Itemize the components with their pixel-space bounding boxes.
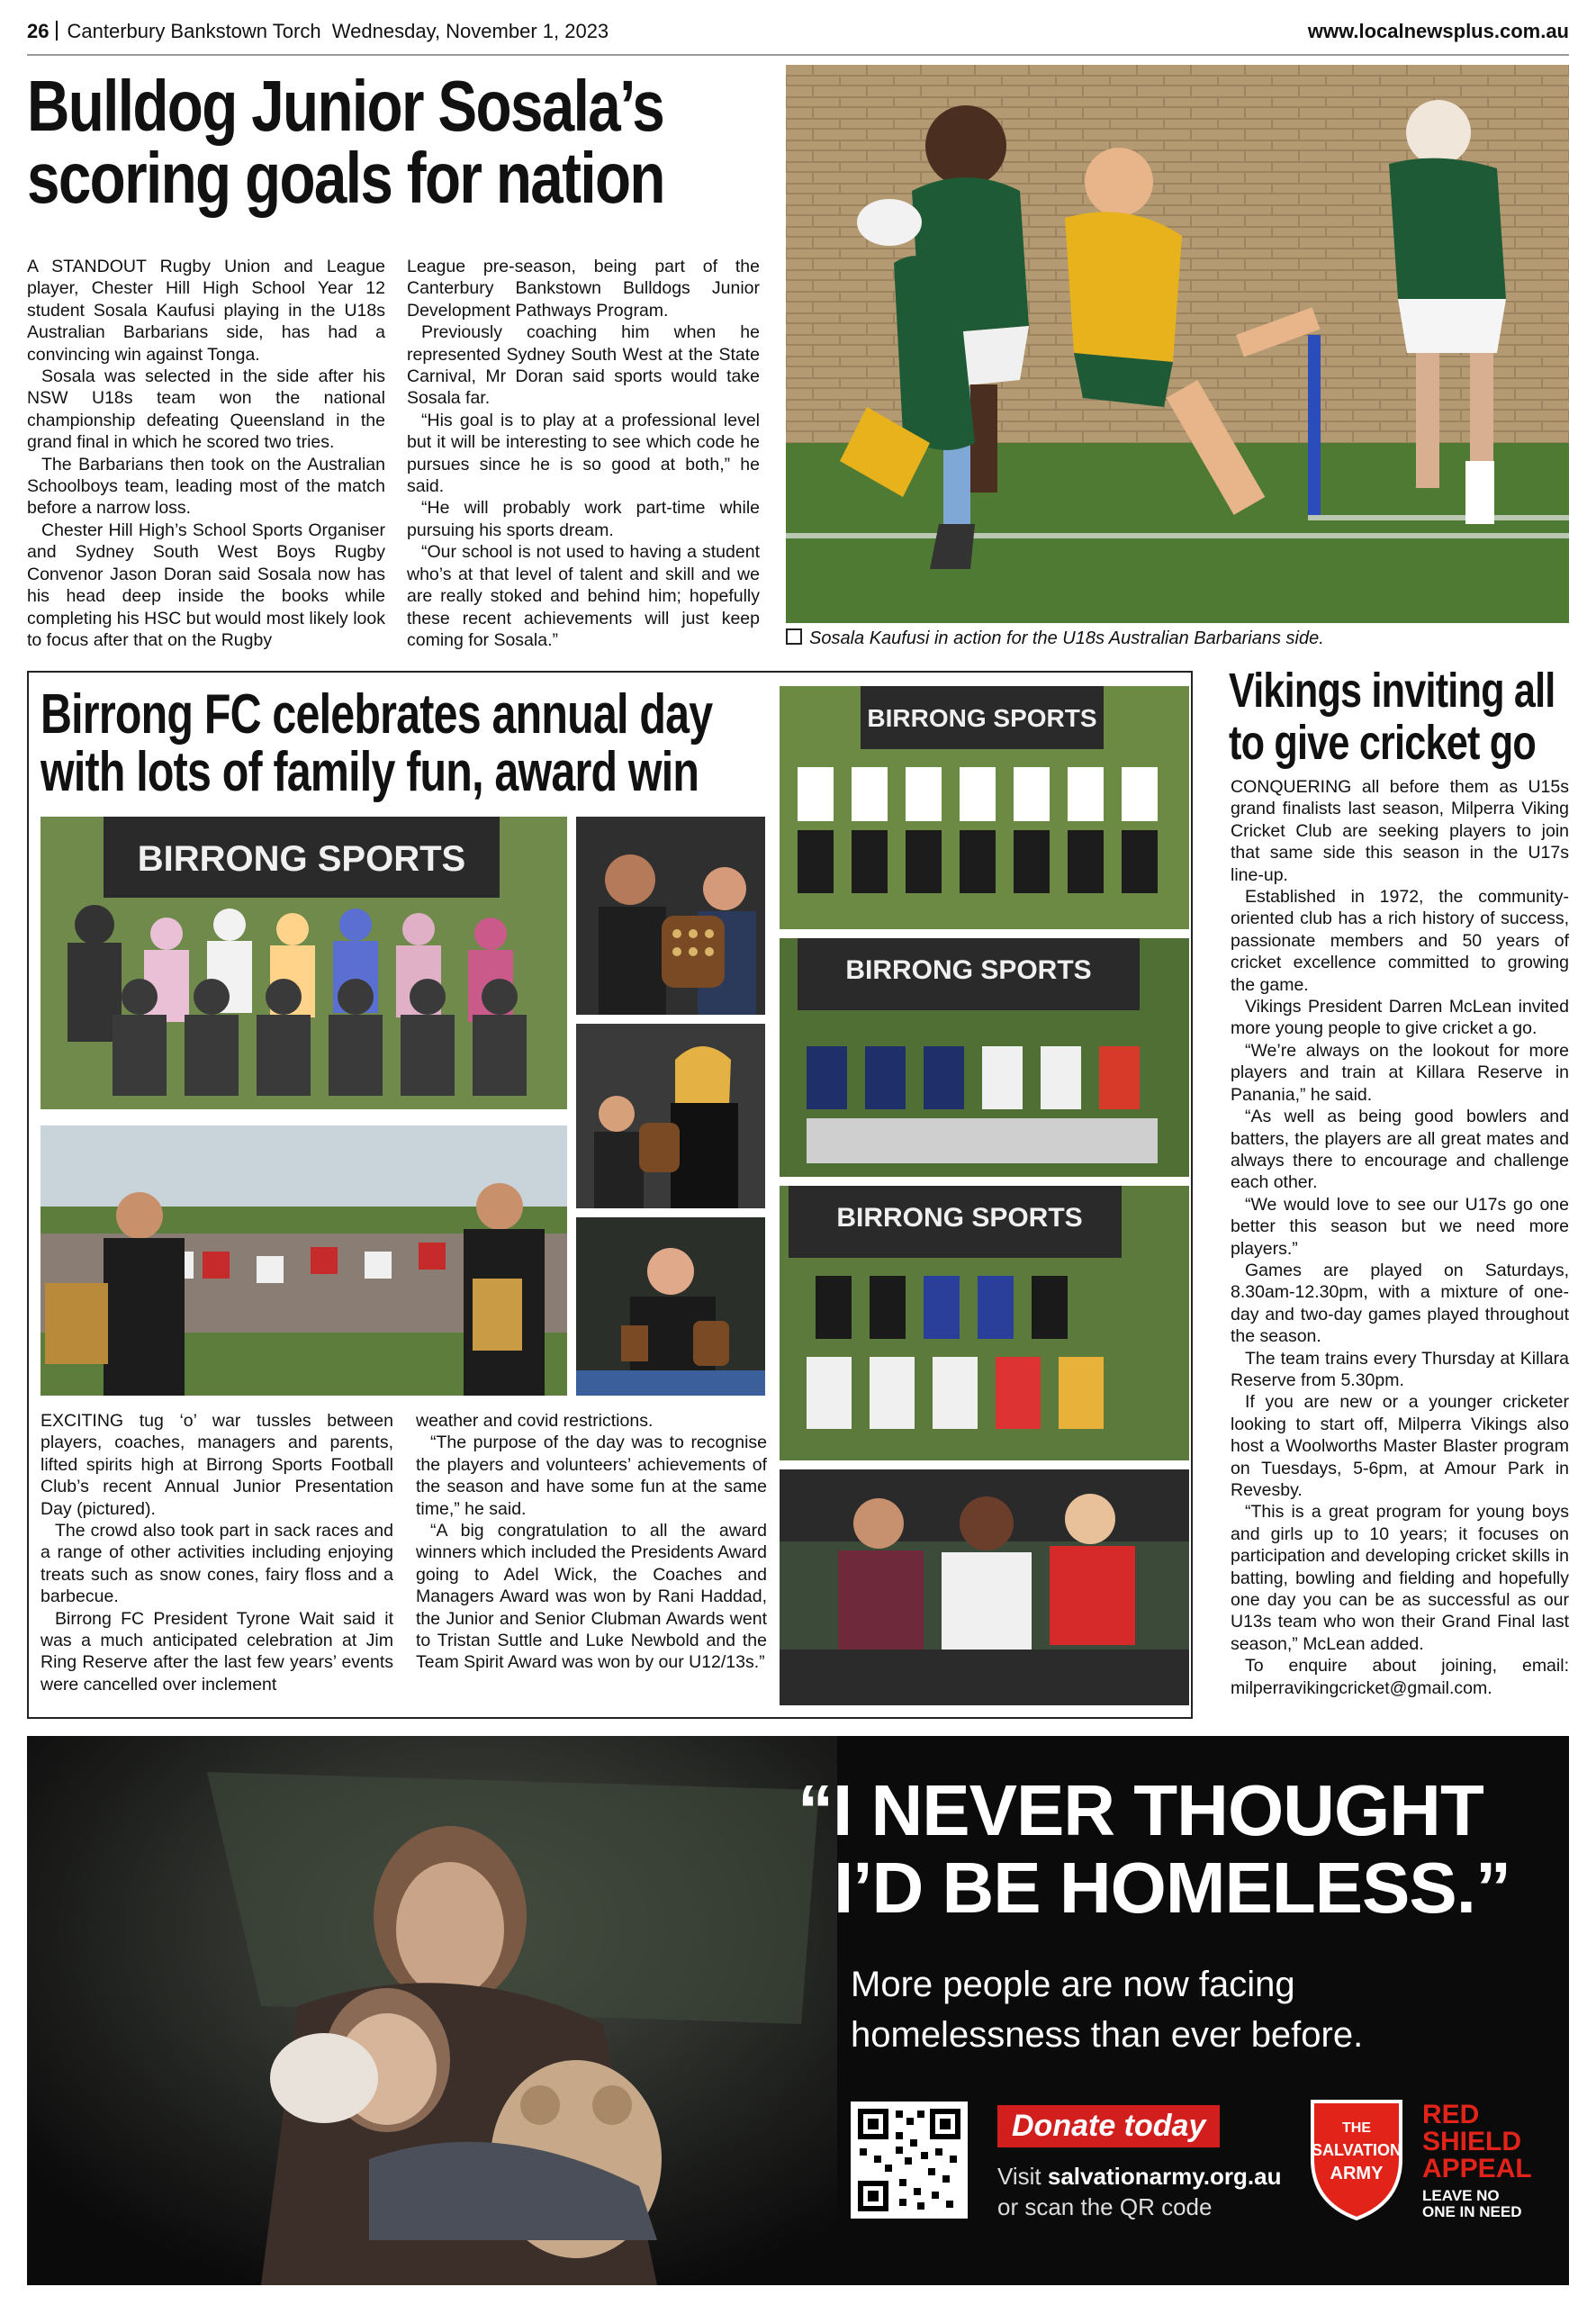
- red-shield-appeal-logo: [1422, 2102, 1532, 2220]
- qr-code[interactable]: [851, 2102, 968, 2219]
- caption-text: Sosala Kaufusi in action for the U18s Australian Barbarians side.: [809, 628, 1324, 648]
- story2-paragraph: Birrong FC President Tyrone Wait said it was a much anticipated celebration at Jim Ring Reserve after the last few years’ events were cancelled over inclement: [41, 1608, 393, 1695]
- story3-paragraph: Established in 1972, the community-oriented club has a rich history of success, passionate members and 50 years of cricket excellence committed to growing the game.: [1231, 887, 1569, 995]
- salvation-army-ad[interactable]: [27, 1736, 1569, 2285]
- story2-paragraph: weather and covid restrictions.: [416, 1411, 654, 1431]
- publication-name: Canterbury Bankstown Torch: [67, 20, 321, 42]
- ad-quote-line1: “I NEVER THOUGHT: [798, 1770, 1483, 1850]
- team-photo-2-illustration: [780, 938, 1189, 1177]
- donate-button-wrap: [997, 2105, 1220, 2147]
- issue-date: Wednesday, November 1, 2023: [331, 20, 609, 42]
- ad-photo-illustration: [27, 1736, 837, 2285]
- story1-paragraph: The Barbarians then took on the Australian Schoolboys team, leading most of the match before a narrow loss.: [27, 454, 385, 519]
- folio-divider: [56, 21, 58, 41]
- man-with-trophies-photo: [576, 1217, 765, 1396]
- appeal-tag1: LEAVE NO: [1422, 2187, 1500, 2204]
- appeal-line2: SHIELD: [1422, 2127, 1522, 2156]
- logo-name2: ARMY: [1330, 2164, 1384, 2183]
- story1-paragraph: “He will probably work part-time while pursuing his sports dream.: [407, 498, 760, 540]
- story3-paragraph: CONQUERING all before them as U15s grand finalists last season, Milperra Viking Cricket Club are seeking players to join that same side this season in the U17s line-up.: [1231, 777, 1569, 885]
- visit-line2: or scan the QR code: [997, 2193, 1213, 2220]
- story2-column-1: [41, 1410, 393, 1695]
- website-link[interactable]: www.localnewsplus.com.au: [1307, 20, 1569, 42]
- story1-paragraph: Previously coaching him when he represented Sydney South West at the State Carnival, Mr Doran said sports would take Sosala far.: [407, 322, 760, 409]
- donate-button[interactable]: Donate today: [997, 2105, 1220, 2147]
- team-photo-3-illustration: [780, 1186, 1189, 1460]
- ad-visit-text: [997, 2161, 1281, 2222]
- story3-headline: [1229, 664, 1569, 769]
- story1-headline-line1: Bulldog Junior Sosala’s: [27, 66, 664, 146]
- birrong-girls-team-photo: [41, 817, 567, 1109]
- story3-paragraph: The team trains every Thursday at Killara Reserve from 5.30pm.: [1231, 1348, 1569, 1390]
- story3-paragraph: To enquire about joining, email: milperravikingcricket@gmail.com.: [1231, 1656, 1569, 1698]
- ad-subheading: [851, 1959, 1363, 2060]
- story3-paragraph: “We would love to see our U17s go one better this season but we need more players.”: [1231, 1194, 1569, 1259]
- story1-paragraph: “Our school is not used to having a student who’s at that level of talent and skill and we are really stoked and behind him; hopefully these recent achievements will just keep coming for Sosala.”: [407, 542, 760, 650]
- story1-paragraph: A STANDOUT Rugby Union and League player, Chester Hill High School Year 12 student Sosala Kaufusi playing in the U18s Australian Barbarians side, has had a convincing win against Tonga.: [27, 257, 385, 365]
- story3-paragraph: “We’re always on the lookout for more players and train at Killara Reserve in Panania,” he said.: [1231, 1040, 1569, 1105]
- story2-headline-line1: Birrong FC celebrates annual day: [41, 683, 713, 746]
- team-photo-4-illustration: [780, 1469, 1189, 1705]
- award-women-illustration: [576, 1024, 765, 1208]
- rugby-photo-illustration: [786, 65, 1569, 623]
- logo-the: THE: [1342, 2120, 1371, 2136]
- red-shield-icon: [1307, 2096, 1406, 2222]
- ad-quote: [798, 1772, 1510, 1927]
- story1-paragraph: Sosala was selected in the side after his NSW U18s team won the national championship defeating Queensland in the grand final in which he scored two tries.: [27, 366, 385, 453]
- story3-paragraph: Games are played on Saturdays, 8.30am-12.30pm, with a mixture of one-day and two-day games played throughout the season.: [1231, 1260, 1569, 1347]
- story2-paragraph: EXCITING tug ‘o’ war tussles between players, coaches, managers and parents, lifted spirits high at Birrong Sports Football Club’s recent Annual Junior Presentation Day (pictured).: [41, 1411, 393, 1519]
- page-number: 26: [27, 20, 50, 42]
- shield-award-illustration: [576, 817, 765, 1015]
- story3-paragraph: If you are new or a younger cricketer looking to start off, Milperra Vikings also host a Woolworths Master Blaster program on Tuesdays, 5-6pm, at Amour Park in Revesby.: [1231, 1392, 1569, 1500]
- girls-team-illustration: [41, 817, 567, 1109]
- story2-headline: [41, 683, 788, 803]
- story1-paragraph: League pre-season, being part of the Canterbury Bankstown Bulldogs Junior Development Pathways Program.: [407, 257, 760, 321]
- rugby-photo-caption: [786, 628, 1569, 649]
- story1-headline: [27, 66, 774, 218]
- salvation-army-logo: [1307, 2096, 1406, 2222]
- story2-paragraph: “A big congratulation to all the award winners which included the Presidents Award going to Adel Wick, the Coaches and Managers Award was won by Rani Haddad, the Junior and Senior Clubman Awards went to Tristan Suttle and Luke Newbold and the Team Spirit Award was won by our U12/13s.”: [416, 1521, 767, 1673]
- banner-text: BIRRONG SPORTS: [867, 704, 1097, 732]
- ad-subheading-line1: More people are now facing: [851, 1965, 1295, 2004]
- team-photo-2: [780, 938, 1189, 1177]
- story1-paragraph: Chester Hill High’s School Sports Organiser and Sydney South West Boys Rugby Convenor Jason Doran said Sosala now has his head deep inside the books while completing his HSC but would most likely look to focus after that on the Rugby: [27, 520, 385, 650]
- story1-column-1: [27, 256, 385, 651]
- story3-paragraph: Vikings President Darren McLean invited more young people to give cricket a go.: [1231, 997, 1569, 1039]
- story3-paragraph: “This is a great program for young boys and girls up to 10 years; it focuses on participation and developing cricket skills in batting, bowling and fielding and hopefully one day you can be as successful as our U13s team who won their Grand Final last season,” McLean added.: [1231, 1502, 1569, 1654]
- caption-box-icon: [786, 628, 802, 645]
- story3-column: [1231, 776, 1569, 1699]
- header-rule: [27, 54, 1569, 56]
- team-photo-1-illustration: [780, 686, 1189, 929]
- visit-prefix: Visit: [997, 2163, 1048, 2190]
- man-with-trophies-illustration: [576, 1217, 765, 1396]
- story1-column-2: [407, 256, 760, 651]
- banner-text: BIRRONG SPORTS: [845, 955, 1092, 985]
- team-photo-3: [780, 1186, 1189, 1460]
- story2-paragraph: “The purpose of the day was to recognise the players and volunteers’ achievements of the season and have some fun at the same time,” he said.: [416, 1433, 767, 1519]
- crowd-illustration: [41, 1125, 567, 1396]
- story1-headline-line2: scoring goals for nation: [27, 138, 664, 218]
- logo-name1: SALVATION: [1312, 2141, 1402, 2159]
- banner-text: BIRRONG SPORTS: [137, 839, 466, 879]
- appeal-line1: RED: [1422, 2100, 1480, 2129]
- appeal-line3: APPEAL: [1422, 2154, 1532, 2183]
- story3-headline-line2: to give cricket go: [1229, 716, 1536, 770]
- team-photo-1: [780, 686, 1189, 929]
- story3-paragraph: “As well as being good bowlers and batters, the players are all great mates and always there to encourage and challenge each other.: [1231, 1107, 1569, 1193]
- rugby-photo: [786, 65, 1569, 623]
- crowd-presentation-photo: [41, 1125, 567, 1396]
- ad-quote-line2: I’D BE HOMELESS.”: [834, 1848, 1510, 1928]
- ad-subheading-line2: homelessness than ever before.: [851, 2015, 1364, 2055]
- story2-headline-line2: with lots of family fun, award win: [41, 741, 699, 803]
- team-photo-4: [780, 1469, 1189, 1705]
- story3-headline-line1: Vikings inviting all: [1229, 664, 1555, 718]
- story1-paragraph: “His goal is to play at a professional level but it will be interesting to see which code he pursues since he is so good at both,” he said.: [407, 410, 760, 497]
- shield-award-photo: [576, 817, 765, 1015]
- story2-paragraph: The crowd also took part in sack races and a range of other activities including enjoying treats such as snow cones, fairy floss and a barbecue.: [41, 1521, 393, 1607]
- story2-column-2: [416, 1410, 767, 1674]
- folio: [27, 20, 609, 43]
- qr-code-icon: [851, 2102, 968, 2219]
- appeal-tag2: ONE IN NEED: [1422, 2203, 1522, 2220]
- banner-text: BIRRONG SPORTS: [836, 1203, 1083, 1233]
- award-women-photo: [576, 1024, 765, 1208]
- visit-url-link[interactable]: salvationarmy.org.au: [1047, 2163, 1282, 2190]
